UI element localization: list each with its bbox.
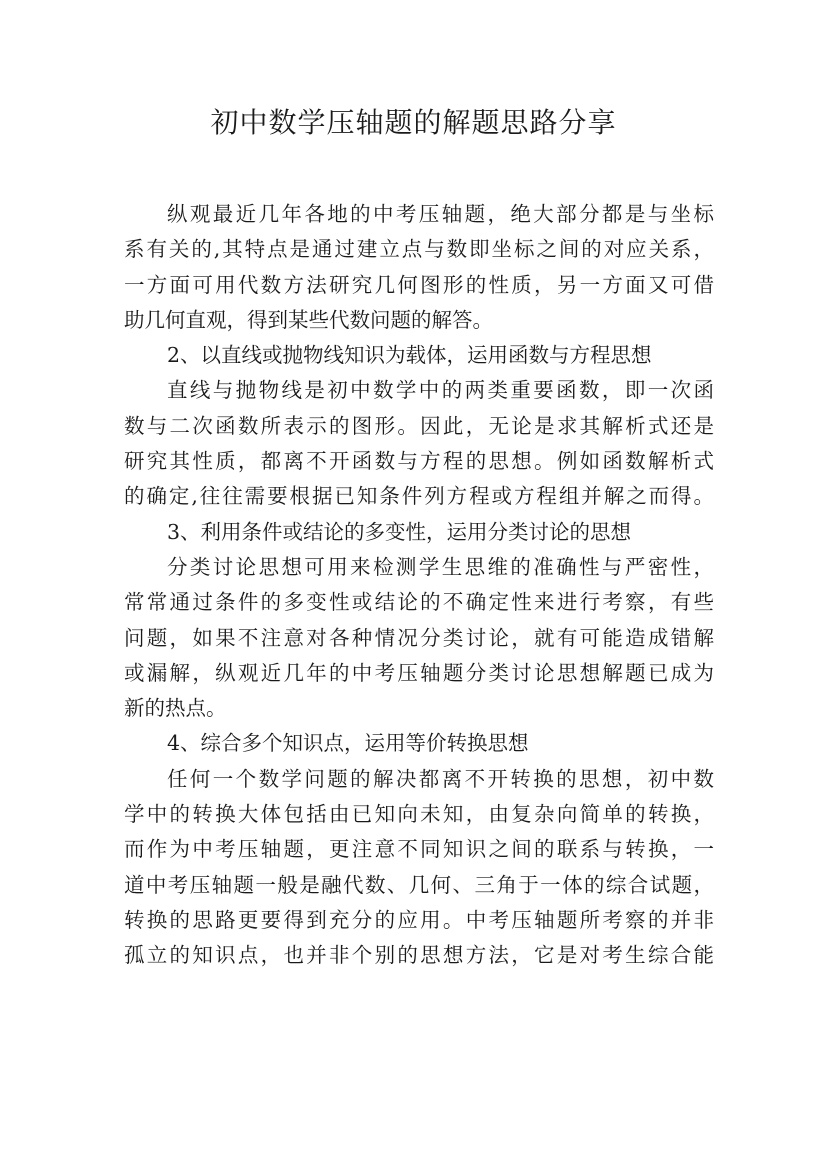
text-line: 纵观最近几年各地的中考压轴题，绝大部分都是与坐标 — [167, 202, 714, 226]
text-line: 3、利用条件或结论的多变性，运用分类讨论的思想 — [167, 519, 632, 544]
text-line: 或漏解，纵观近几年的中考压轴题分类讨论思想解题已成为 — [124, 660, 714, 685]
document-body — [124, 197, 714, 974]
text-line: 问题，如果不注意对各种情况分类讨论，就有可能造成错解 — [124, 625, 714, 650]
text-line: 分类讨论思想可用来检测学生思维的准确性与严密性， — [167, 554, 714, 579]
document-title: 初中数学压轴题的解题思路分享 — [210, 106, 617, 139]
text-line: 道中考压轴题一般是融代数、几何、三角于一体的综合试题， — [124, 872, 714, 897]
text-line: 的确定,往往需要根据已知条件列方程或方程组并解之而得。 — [124, 484, 714, 509]
text-line: 2、以直线或抛物线知识为载体，运用函数与方程思想 — [167, 343, 652, 368]
text-line: 助几何直观，得到某些代数问题的解答。 — [124, 307, 493, 332]
text-line: 直线与抛物线是初中数学中的两类重要函数，即一次函 — [167, 378, 714, 403]
text-line: 系有关的,其特点是通过建立点与数即坐标之间的对应关系， — [124, 237, 714, 262]
text-line: 转换的思路更要得到充分的应用。中考压轴题所考察的并非 — [124, 907, 714, 932]
text-line: 而作为中考压轴题，更注意不同知识之间的联系与转换，一 — [124, 837, 714, 862]
text-line: 4、综合多个知识点，运用等价转换思想 — [167, 731, 529, 756]
text-line: 任何一个数学问题的解决都离不开转换的思想，初中数 — [167, 766, 714, 791]
text-line: 孤立的知识点，也并非个别的思想方法，它是对考生综合能 — [124, 943, 714, 968]
text-line: 一方面可用代数方法研究几何图形的性质，另一方面又可借 — [124, 272, 714, 297]
text-line: 研究其性质，都离不开函数与方程的思想。例如函数解析式 — [124, 449, 714, 474]
text-line: 数与二次函数所表示的图形。因此，无论是求其解析式还是 — [124, 413, 714, 438]
text-line: 新的热点。 — [124, 696, 227, 721]
text-line: 常常通过条件的多变性或结论的不确定性来进行考察，有些 — [124, 590, 714, 615]
text-line: 学中的转换大体包括由已知向未知，由复杂向简单的转换， — [124, 802, 714, 827]
